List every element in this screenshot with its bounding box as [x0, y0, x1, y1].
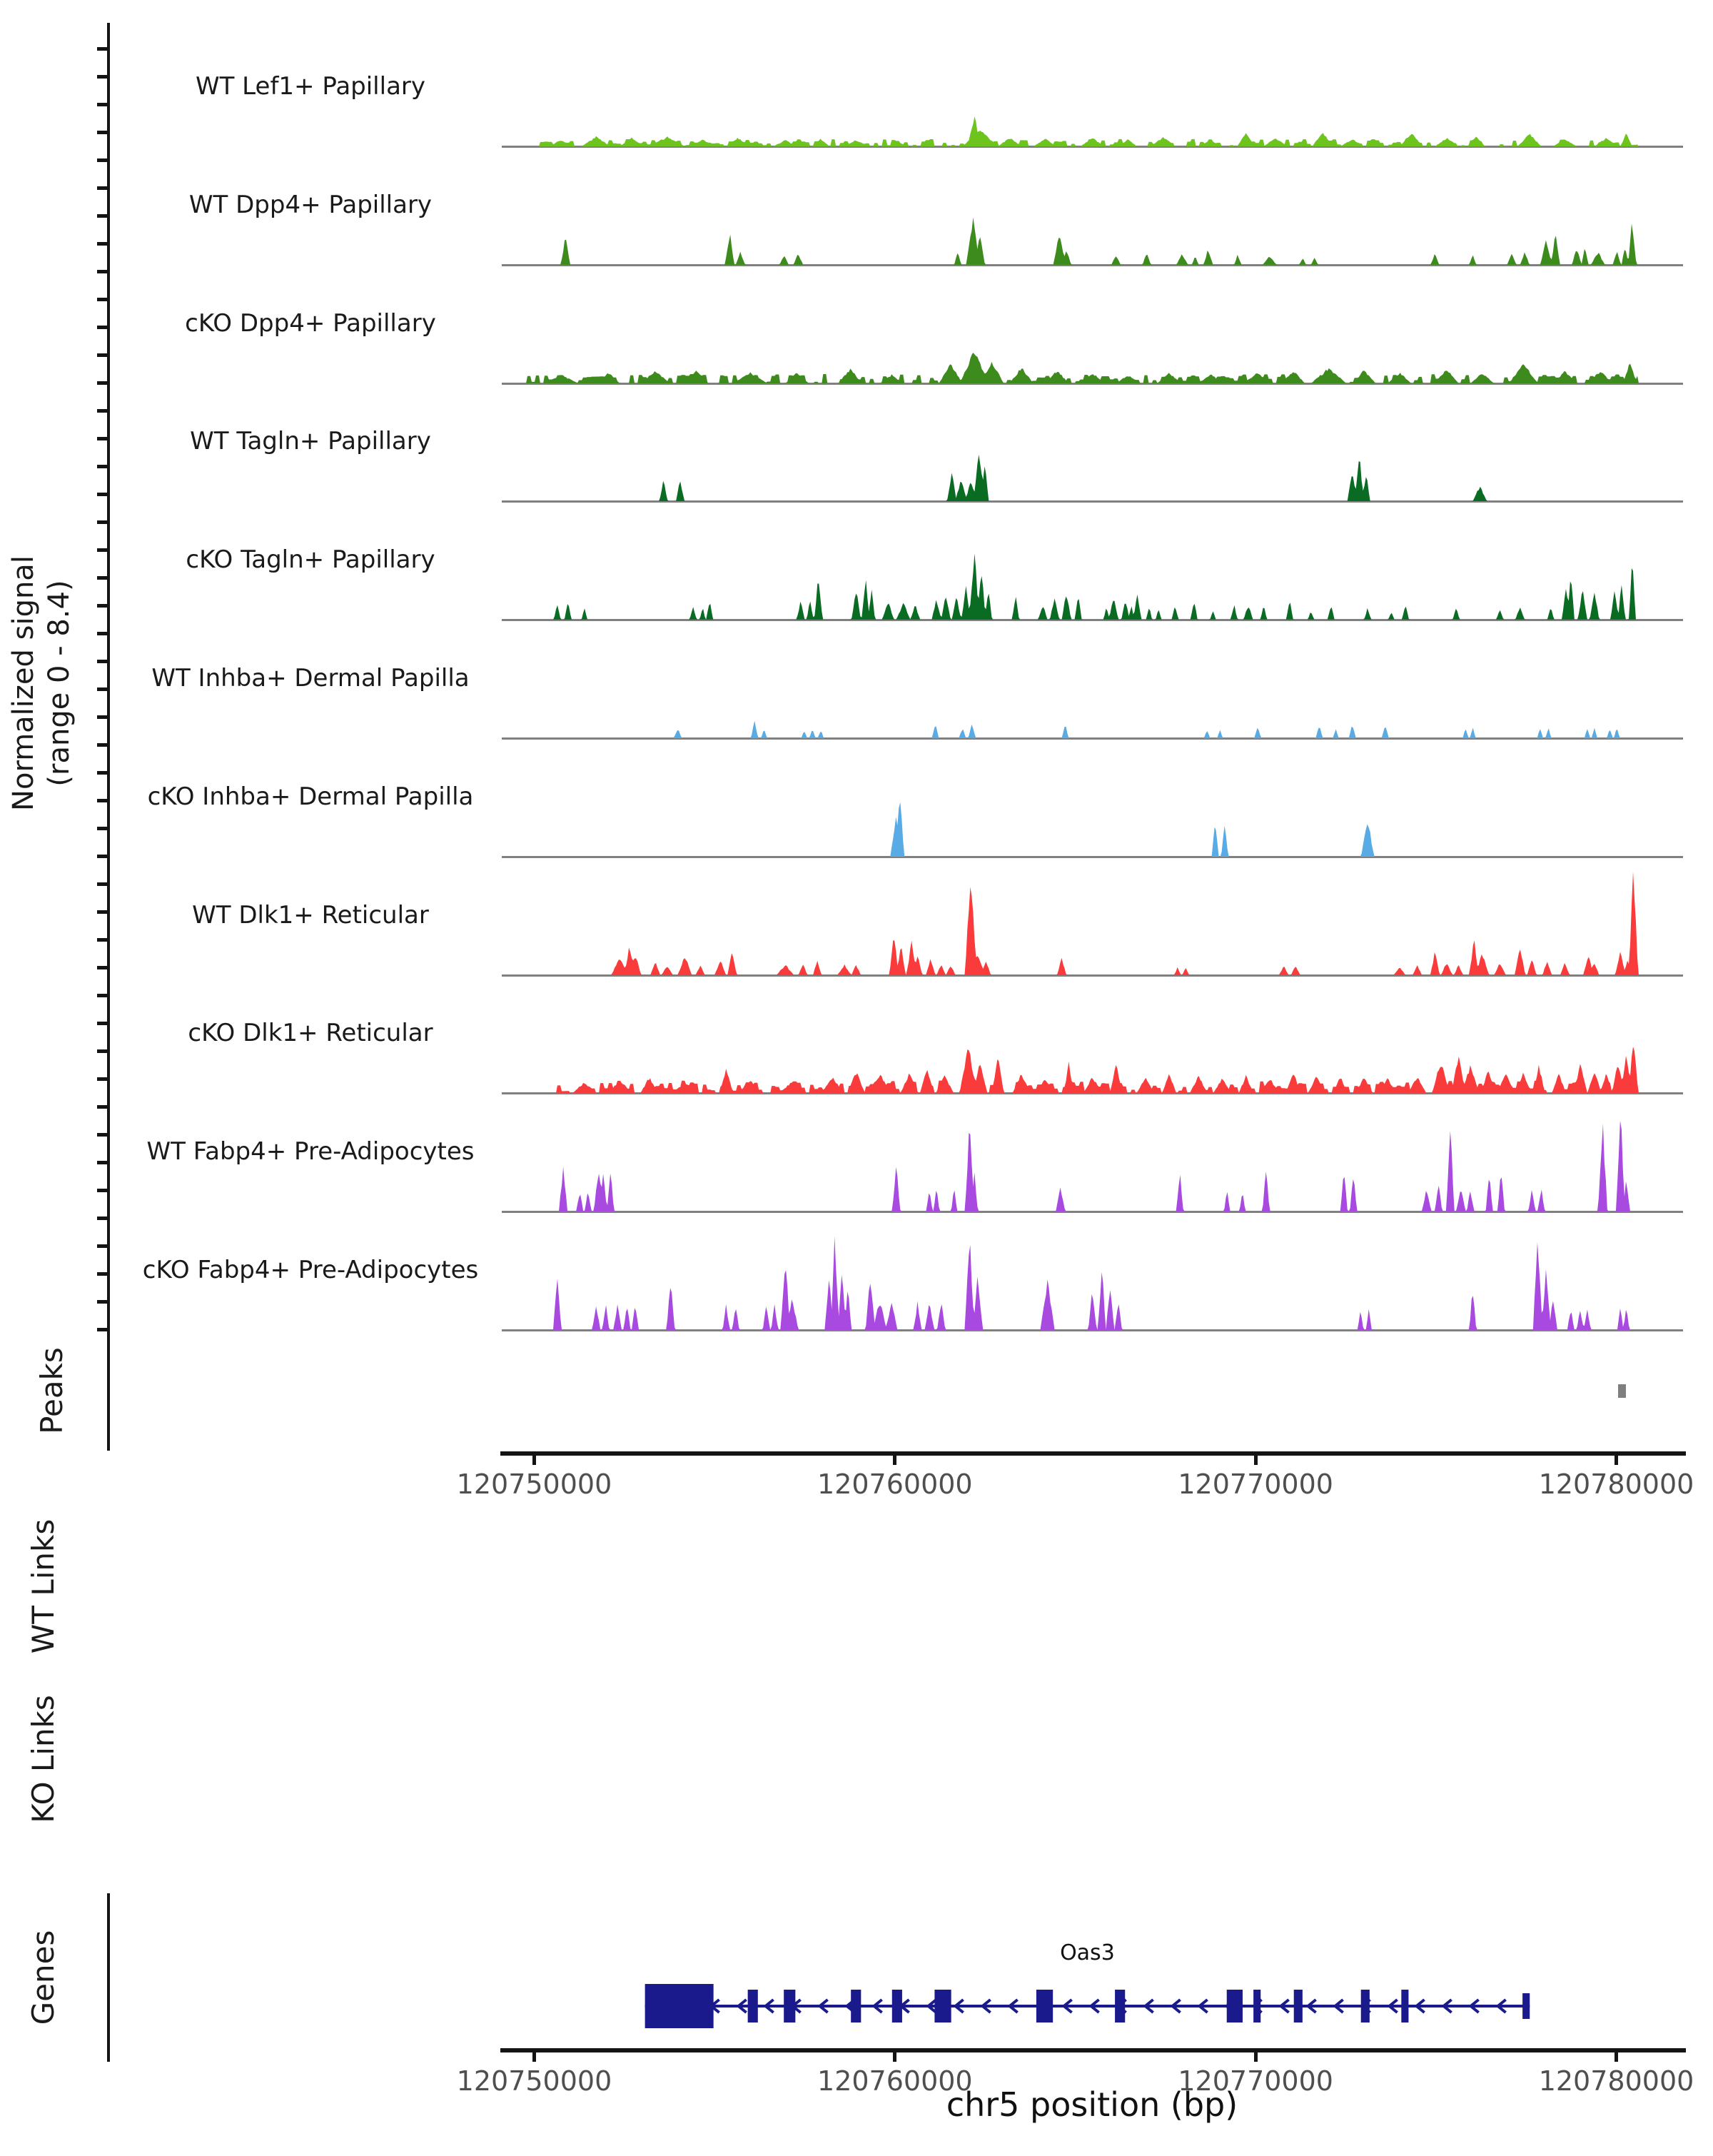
peaks-bracket — [107, 1332, 110, 1451]
x-axis-tick-label: 120770000 — [1113, 1469, 1398, 1500]
gene-exon — [645, 1984, 714, 2028]
coverage-track — [502, 42, 1683, 149]
track-label: WT Dlk1+ Reticular — [118, 900, 503, 931]
track-label: WT Dpp4+ Papillary — [118, 189, 503, 221]
genes-track-label: Genes — [21, 1799, 64, 2156]
gene-exon — [1401, 1990, 1408, 2022]
genomic-x-axis — [500, 2048, 1686, 2052]
coverage-signal — [502, 455, 1683, 501]
x-axis-tick — [532, 1456, 536, 1465]
coverage-track — [502, 161, 1683, 268]
coverage-signal — [502, 721, 1683, 738]
coverage-track — [502, 397, 1683, 504]
gene-exon — [1361, 1990, 1370, 2022]
track-label: cKO Dlk1+ Reticular — [118, 1017, 503, 1049]
coverage-signal — [502, 1047, 1683, 1093]
coverage-track — [502, 1226, 1683, 1333]
coverage-track — [502, 634, 1683, 741]
gene-exon — [1036, 1990, 1053, 2022]
coverage-signal — [502, 217, 1683, 265]
signal-y-axis-ticks — [97, 23, 107, 1345]
track-label: cKO Dpp4+ Papillary — [118, 308, 503, 339]
x-axis-tick — [1615, 1456, 1618, 1465]
signal-y-axis-line — [107, 23, 110, 1345]
coverage-track — [502, 279, 1683, 386]
gene-exon — [1294, 1990, 1303, 2022]
x-axis-tick-label: 120750000 — [391, 1469, 677, 1500]
coverage-signal — [502, 353, 1683, 383]
x-axis-tick — [1254, 2052, 1258, 2062]
x-axis-tick-label: 120780000 — [1474, 1469, 1713, 1500]
gene-exon — [1227, 1990, 1243, 2022]
y-axis-label-line1: Normalized signal — [6, 555, 41, 811]
gene-name-label: Oas3 — [1001, 1940, 1173, 1966]
track-label: cKO Inhba+ Dermal Papilla — [118, 781, 503, 812]
coverage-track — [502, 752, 1683, 860]
x-axis-tick — [1254, 1456, 1258, 1465]
genes-bracket — [107, 1893, 110, 2062]
atac-peak-box — [1618, 1384, 1626, 1398]
coverage-signal — [502, 1236, 1683, 1330]
coverage-signal — [502, 1121, 1683, 1212]
y-axis-label — [6, 412, 77, 954]
coverage-signal — [502, 554, 1683, 620]
coverage-track — [502, 1107, 1683, 1214]
x-axis-tick — [1615, 2052, 1618, 2062]
track-label: WT Tagln+ Papillary — [118, 425, 503, 457]
track-label: cKO Fabp4+ Pre-Adipocytes — [118, 1254, 503, 1286]
coverage-track — [502, 515, 1683, 623]
x-axis-tick — [893, 1456, 896, 1465]
y-axis-label-line2: (range 0 - 8.4) — [41, 555, 77, 811]
track-label: cKO Tagln+ Papillary — [118, 544, 503, 575]
x-axis-tick — [893, 2052, 896, 2062]
ko-links-track-label: KO Links — [21, 1581, 64, 1938]
coverage-signal — [502, 116, 1683, 146]
gene-body — [502, 1978, 1683, 2037]
gene-exon — [934, 1990, 951, 2022]
gene-exon — [748, 1990, 758, 2022]
peaks-track-label: Peaks — [30, 1212, 73, 1569]
gene-exon — [784, 1990, 795, 2022]
x-axis-tick-label: 120750000 — [391, 2065, 677, 2097]
track-label: WT Lef1+ Papillary — [118, 71, 503, 102]
gene-exon — [1522, 1993, 1530, 2019]
wt-links-track-label: WT Links — [21, 1408, 64, 1765]
gene-exon — [851, 1990, 861, 2022]
gene-exon — [1115, 1990, 1125, 2022]
genomic-x-axis — [500, 1451, 1686, 1456]
x-axis-tick-label: 120760000 — [752, 1469, 1038, 1500]
gene-exon — [1253, 1990, 1260, 2022]
x-axis-tick-label: 120760000 — [752, 2065, 1038, 2097]
x-axis-tick — [532, 2052, 536, 2062]
track-label: WT Fabp4+ Pre-Adipocytes — [118, 1136, 503, 1167]
gene-exon — [892, 1990, 902, 2022]
coverage-signal — [502, 872, 1683, 975]
x-axis-label: chr5 position (bp) — [771, 2086, 1413, 2123]
x-axis-tick-label: 120780000 — [1474, 2065, 1713, 2097]
coverage-track — [502, 871, 1683, 978]
coverage-signal — [502, 802, 1683, 856]
track-label: WT Inhba+ Dermal Papilla — [118, 663, 503, 694]
coverage-track — [502, 989, 1683, 1096]
x-axis-tick-label: 120770000 — [1113, 2065, 1398, 2097]
